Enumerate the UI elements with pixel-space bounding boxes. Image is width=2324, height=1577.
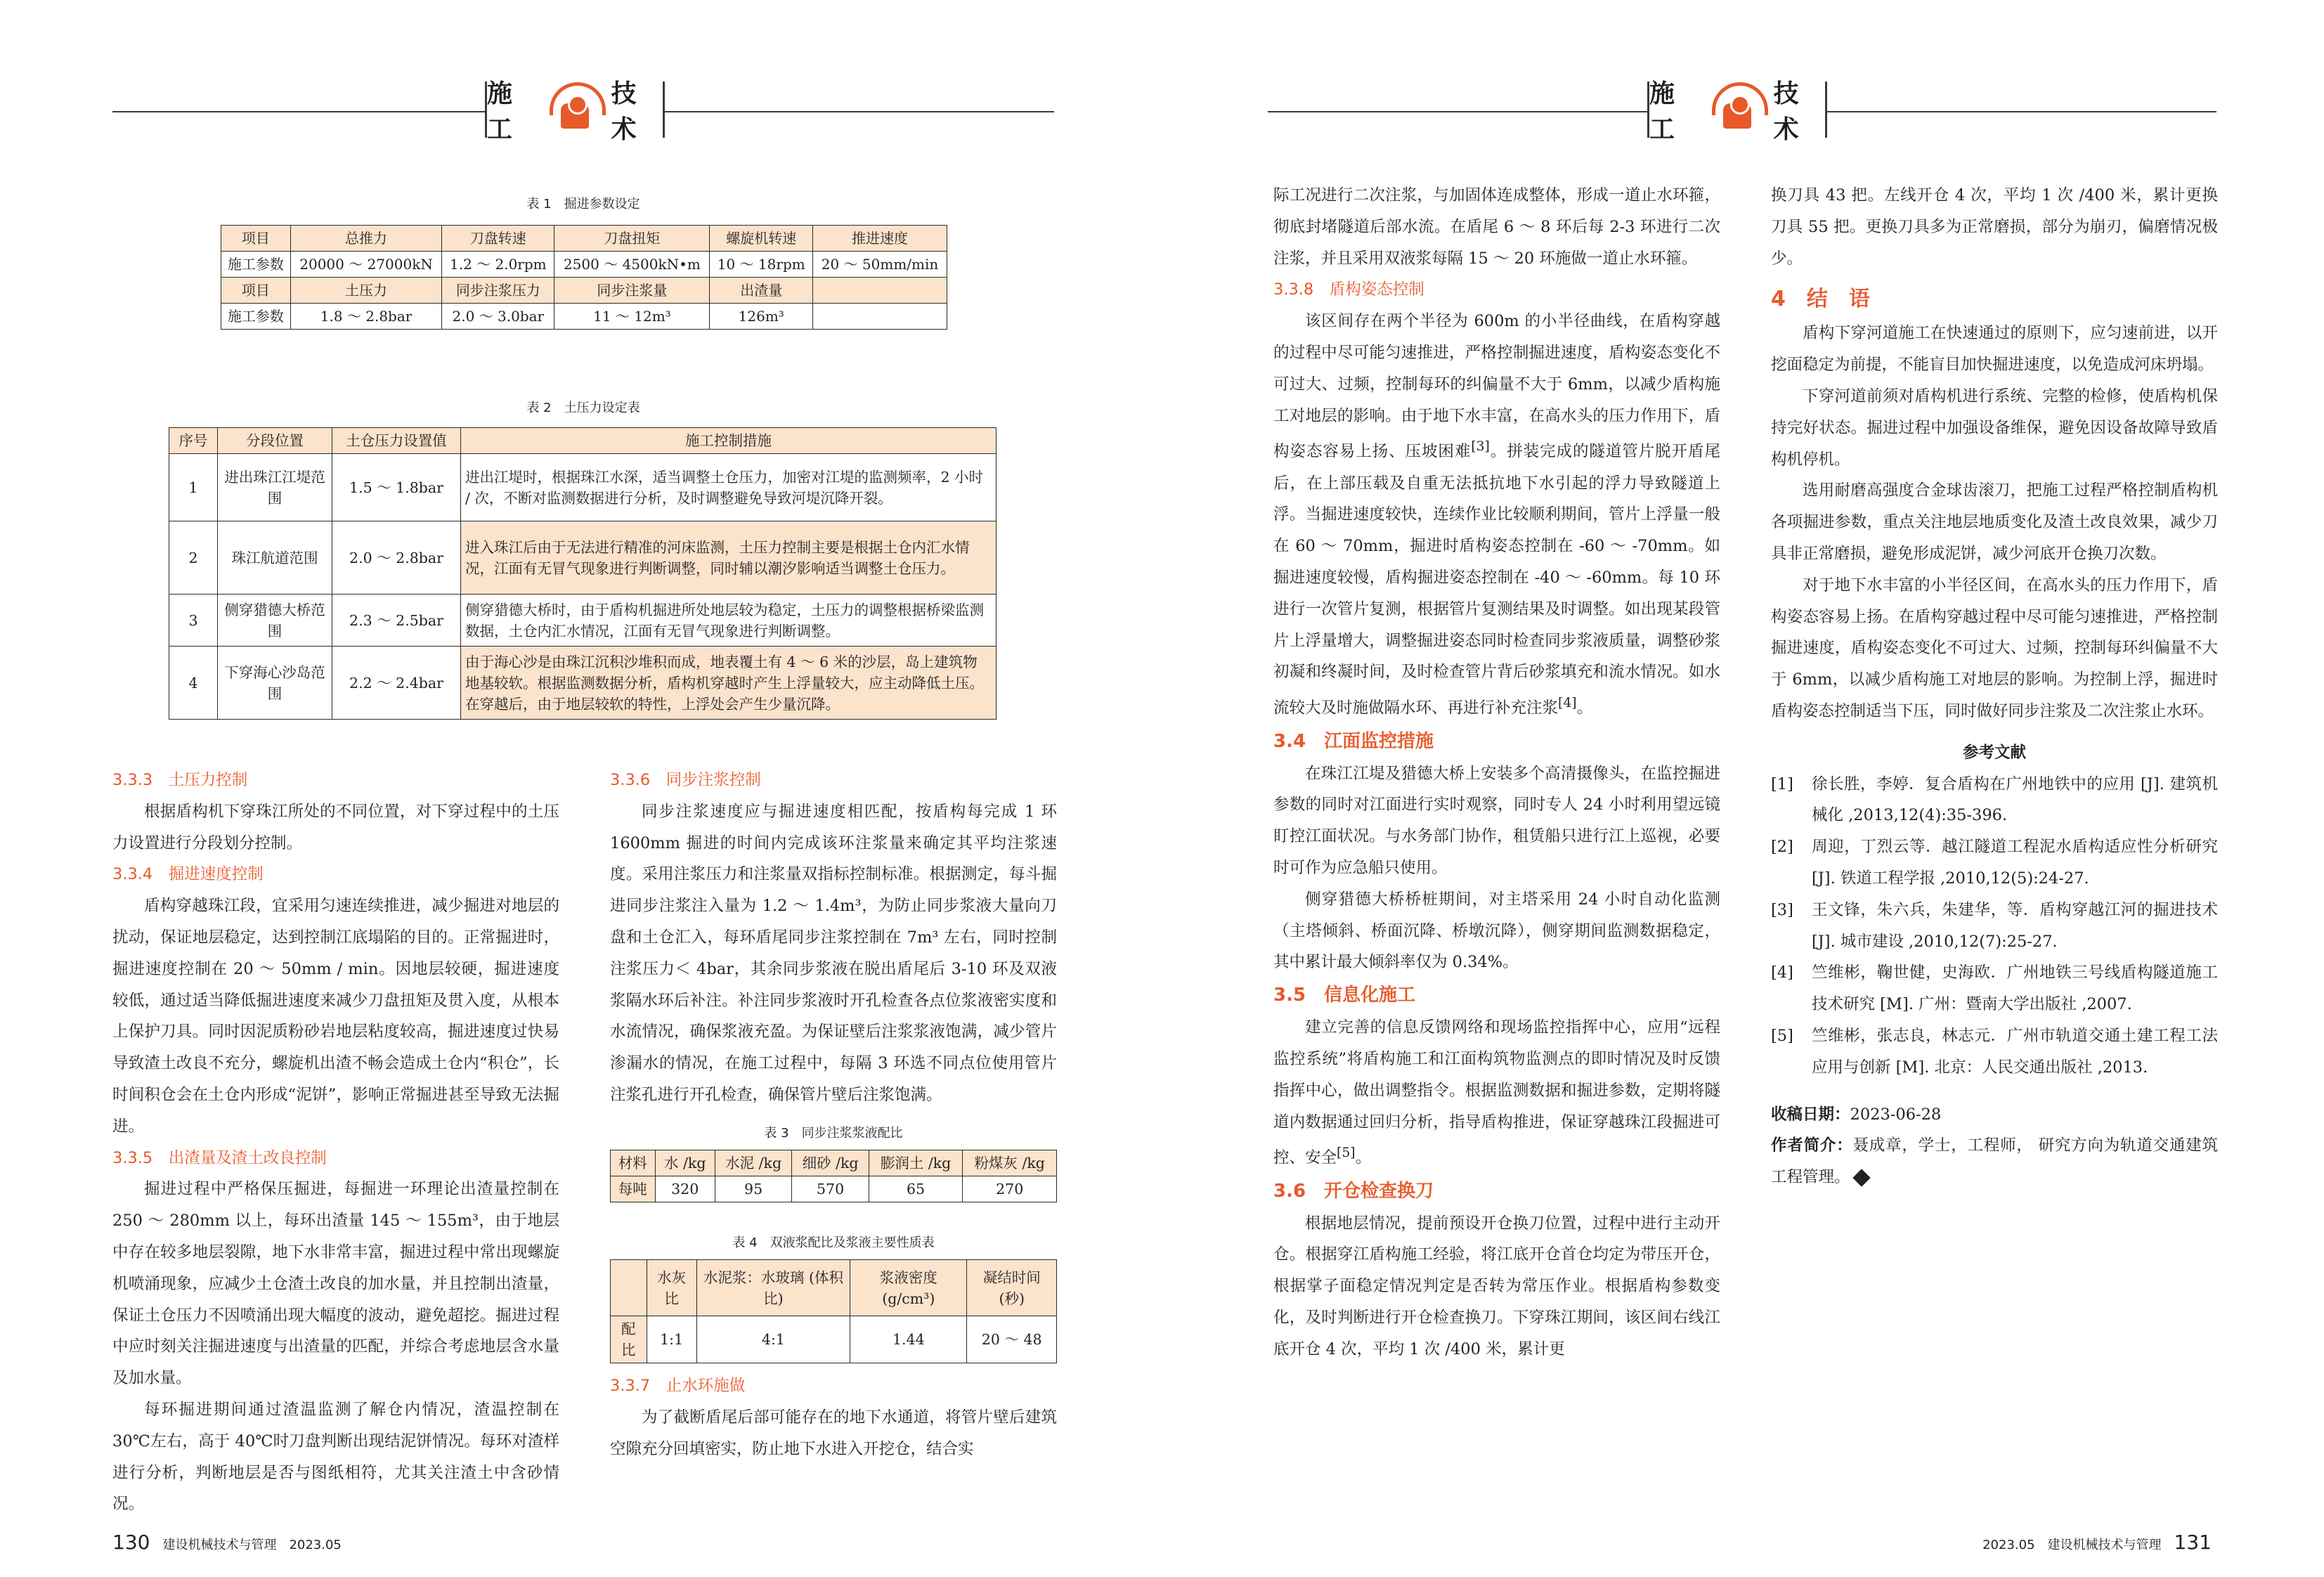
left-column-2-bottom	[610, 1370, 1057, 1465]
citation: [5]	[1337, 1146, 1356, 1161]
section-heading-3-3-5: 3.3.5 出渣量及渣土改良控制	[112, 1148, 327, 1167]
table-cell: 进出江堤时，根据珠江水深，适当调整土仓压力，加密对江堤的监测频率，2 小时 / 次，不断对监测数据进行分析，及时调整避免导致河堤沉降开裂。	[461, 454, 997, 521]
left-footer	[112, 1531, 342, 1554]
citation: [4]	[1558, 696, 1577, 711]
section-heading-3-4: 3.4 江面监控措施	[1273, 730, 1434, 752]
table-cell: 珠江航道范围	[218, 521, 332, 595]
table-cell: 2.2 ～ 2.4bar	[332, 647, 461, 720]
header-word-construction: 施工	[1649, 79, 1677, 144]
worker-logo-icon	[1710, 82, 1763, 137]
paragraph: 同步注浆速度应与掘进速度相匹配，按盾构每完成 1 环 1600mm 掘进的时间内完成该环注浆量来确定其平均注浆速度。采用注浆压力和注浆量双指标控制标准。根据测定，每斗掘进同步注浆注入量为 1.2 ～ 1.4m³，为防止同步浆液大量向刀盘和土仓汇入，每环盾尾同步注浆控制在 7m³ 左右，同时控制注浆压力＜ 4bar，其余同步浆液在脱出盾尾后 3-10 环及双液浆隔水环后补注。补注同步浆液时开孔检查各点位浆液密实度和水流情况，确保浆液充盈。为保证壁后注浆浆液饱满，减少管片渗漏水的情况，在施工过程中，每隔 3 环选不同点位使用管片注浆孔进行开孔检查，确保管片壁后注浆饱满。	[610, 802, 1057, 1104]
table-cell: 1	[169, 454, 218, 521]
table-header-cell: 分段位置	[218, 428, 332, 454]
header-word-technology: 技术	[611, 79, 638, 144]
table-cell: 进入珠江后由于无法进行精准的河床监测，土压力控制主要是根据土仓内汇水情况，江面有无冒气现象进行判断调整，同时辅以潮汐影响适当调整土仓压力。	[461, 521, 997, 595]
paragraph: 对于地下水丰富的小半径区间，在高水头的压力作用下，盾构姿态容易上扬。在盾构穿越过程中尽可能匀速推进，严格控制掘进速度，盾构姿态变化不可过大、过频，控制每环纠偏量不大于 6mm，以减少盾构施工对地层的影响。为控制上浮，掘进时盾构姿态控制适当下压，同时做好同步注浆及二次注浆止水环。	[1771, 576, 2218, 720]
end-mark-icon	[1852, 1169, 1870, 1186]
page-number: 131	[2174, 1531, 2212, 1554]
table-header-cell: 施工控制措施	[461, 428, 997, 454]
table-cell: 1:1	[647, 1316, 696, 1363]
table-cell: 1.2 ～ 2.0rpm	[442, 252, 554, 278]
header-word-technology: 技术	[1773, 79, 1800, 144]
table-cell: 11 ～ 12m³	[554, 304, 710, 330]
reference-item: [5] 竺维彬，张志良，林志元．广州市轨道交通土建工程工法应用与创新 [M]. 北京：人民交通出版社 ,2013.	[1771, 1026, 2218, 1077]
paragraph: 为了截断盾尾后部可能存在的地下水通道，将管片壁后建筑空隙充分回填密实，防止地下水进入开挖仓，结合实	[610, 1408, 1057, 1458]
table-cell: 进出珠江江堤范围	[218, 454, 332, 521]
table-header-cell: 材料	[611, 1150, 656, 1176]
table-cell: 570	[792, 1176, 869, 1202]
paragraph: 每环掘进期间通过渣温监测了解仓内情况，渣温控制在 30℃左右，高于 40℃时刀盘判断出现结泥饼情况。每环对渣样进行分析，判断地层是否与图纸相符，尤其关注渣土中含砂情况。	[112, 1400, 559, 1514]
references-title: 参考文献	[1962, 743, 2026, 762]
table-cell: 4:1	[696, 1316, 850, 1363]
table2-earth-pressure	[169, 427, 997, 720]
citation: [3]	[1471, 439, 1490, 455]
table-header-cell: 粉煤灰 /kg	[963, 1150, 1057, 1176]
paragraph: 盾构下穿河道施工在快速通过的原则下，应匀速前进，以开挖面稳定为前提，不能盲目加快掘进速度，以免造成河床坍塌。	[1771, 324, 2218, 375]
right-column-2	[1771, 180, 2218, 1193]
section-heading-3-3-8: 3.3.8 盾构姿态控制	[1273, 280, 1424, 299]
table-cell: 10 ～ 18rpm	[710, 252, 813, 278]
table-cell: 由于海心沙是由珠江沉积沙堆积而成，地表覆土有 4 ～ 6 米的沙层，岛上建筑物地基较软。根据监测数据分析，盾构机穿越时产生上浮量较大，应主动降低土压。在穿越后，由于地层较软的特性，上浮处会产生少量沉降。	[461, 647, 997, 720]
table-cell: 20000 ～ 27000kN	[290, 252, 441, 278]
section-header	[1647, 79, 1827, 144]
table-cell: 2.0 ～ 2.8bar	[332, 521, 461, 595]
table-header-cell: 土仓压力设置值	[332, 428, 461, 454]
table-header-cell: 细砂 /kg	[792, 1150, 869, 1176]
paragraph: 在珠江江堤及猎德大桥上安装多个高清摄像头，在监控掘进参数的同时对江面进行实时观察，同时专人 24 小时利用望远镜盯控江面状况。与水务部门协作，租赁船只进行江上巡视，必要时可作为应急船只使用。	[1273, 764, 1720, 877]
table-cell: 项目	[221, 278, 291, 304]
table-cell: 土压力	[290, 278, 441, 304]
table-header-cell: 浆液密度 (g/cm³)	[850, 1260, 967, 1316]
table4-double-grout	[610, 1259, 1057, 1363]
left-column-1	[112, 765, 559, 1520]
table-cell: 项目	[221, 226, 291, 252]
table-cell: 下穿海心沙岛范围	[218, 647, 332, 720]
table-cell	[813, 278, 947, 304]
table-cell: 126m³	[710, 304, 813, 330]
table-cell: 配比	[611, 1316, 647, 1363]
reference-item: [1] 徐长胜，李婷．复合盾构在广州地铁中的应用 [J]. 建筑机械化 ,2013,12(4):35-396.	[1771, 774, 2218, 825]
reference-item: [2] 周迎，丁烈云等．越江隧道工程泥水盾构适应性分析研究 [J]. 铁道工程学报 ,2010,12(5):24-27.	[1771, 838, 2218, 888]
table-cell: 65	[869, 1176, 963, 1202]
table-header-cell: 凝结时间 (秒)	[967, 1260, 1057, 1316]
section-heading-3-3-6: 3.3.6 同步注浆控制	[610, 771, 761, 789]
table-cell: 施工参数	[221, 252, 291, 278]
table-cell: 出渣量	[710, 278, 813, 304]
table-cell: 2.3 ～ 2.5bar	[332, 595, 461, 647]
table2-caption: 表 2 土压力设定表	[526, 401, 640, 415]
section-header	[485, 79, 665, 144]
table-cell: 侧穿猎德大桥范围	[218, 595, 332, 647]
table-header-cell	[611, 1260, 647, 1316]
table1-caption: 表 1 掘进参数设定	[526, 197, 640, 212]
paragraph: 根据盾构机下穿珠江所处的不同位置，对下穿过程中的土压力设置进行分段划分控制。	[112, 802, 559, 852]
right-column-1	[1273, 180, 1720, 1365]
right-footer	[1982, 1531, 2212, 1554]
table-header-cell: 序号	[169, 428, 218, 454]
worker-logo-icon	[548, 82, 601, 137]
table-cell: 1.44	[850, 1316, 967, 1363]
paragraph: 该区间存在两个半径为 600m 的小半径曲线，在盾构穿越的过程中尽可能匀速推进，严格控制掘进速度，盾构姿态变化不可过大、过频，控制每环的纠偏量不大于 6mm，以减少盾构施工对地层的影响。由于地下水丰富，在高水头的压力作用下，盾构姿态容易上扬、压坡困难[3]。拼装完成的隧道管片脱开盾尾后，在上部压载及自重无法抵抗地下水引起的浮力导致隧道上浮。当掘进速度较快，连续作业比较顺利期间，管片上浮量一般在 60 ～ 70mm，掘进时盾构姿态控制在 -60 ～ -70mm。如掘进速度较慢，盾构掘进姿态控制在 -40 ～ -60mm。每 10 环进行一次管片复测，根据管片复测结果及时调整。如出现某段管片上浮量增大，调整掘进姿态同时检查同步浆液质量，调整砂浆初凝和终凝时间，及时检查管片背后砂浆填充和流水情况。如水流较大及时施做隔水环、再进行补充注浆[4]。	[1273, 312, 1720, 718]
table-cell: 总推力	[290, 226, 441, 252]
table-cell: 20 ～ 50mm/min	[813, 252, 947, 278]
table-cell: 1.8 ～ 2.8bar	[290, 304, 441, 330]
page-number: 130	[112, 1531, 150, 1554]
table-cell: 施工参数	[221, 304, 291, 330]
section-heading-3-3-7: 3.3.7 止水环施做	[610, 1377, 746, 1395]
section-heading-4-conclusion: 4 结 语	[1771, 287, 1870, 312]
paragraph: 掘进过程中严格保压掘进，每掘进一环理论出渣量控制在 250 ～ 280mm 以上，每环出渣量 145 ～ 155m³，由于地层中存在较多地层裂隙，地下水非常丰富，掘进过程中常出现螺旋机喷涌现象，应减少土仓渣土改良的加水量，并且控制出渣量，保证土仓压力不因喷涌出现大幅度的波动，避免超挖。掘进过程中应时刻关注掘进速度与出渣量的匹配，并综合考虑地层含水量及加水量。	[112, 1180, 559, 1388]
table-cell: 侧穿猎德大桥时，由于盾构机掘进所处地层较为稳定，土压力的调整根据桥梁监测数据，土仓内汇水情况，江面有无冒气现象进行判断调整。	[461, 595, 997, 647]
table-cell: 每吨	[611, 1176, 656, 1202]
table-cell: 2.0 ～ 3.0bar	[442, 304, 554, 330]
table-cell: 95	[715, 1176, 791, 1202]
table-cell: 刀盘转速	[442, 226, 554, 252]
section-heading-3-3-3: 3.3.3 土压力控制	[112, 771, 248, 789]
section-heading-3-5: 3.5 信息化施工	[1273, 985, 1416, 1006]
author-bio: 作者简介：聂成章，学士，工程师， 研究方向为轨道交通建筑工程管理。	[1771, 1136, 2218, 1187]
section-heading-3-3-4: 3.3.4 掘进速度控制	[112, 865, 264, 884]
table-header-cell: 水泥浆：水玻璃 (体积比)	[696, 1260, 850, 1316]
table-cell: 320	[655, 1176, 715, 1202]
paragraph: 侧穿猎德大桥桥桩期间，对主塔采用 24 小时自动化监测（主塔倾斜、桥面沉降、桥墩沉降），侧穿期间监测数据稳定，其中累计最大倾斜率仅为 0.34%。	[1273, 890, 1720, 972]
table1-tunneling-params	[221, 225, 947, 330]
table-cell: 270	[963, 1176, 1057, 1202]
paragraph: 根据地层情况，提前预设开仓换刀位置，过程中进行主动开仓。根据穿江盾构施工经验，将江底开仓首仓均定为带压开仓，根据掌子面稳定情况判定是否转为常压作业。根据盾构参数变化，及时判断进行开仓检查换刀。下穿珠江期间，该区间右线江底开仓 4 次，平均 1 次 /400 米，累计更	[1273, 1214, 1720, 1358]
received-date: 收稿日期：2023-06-28	[1771, 1105, 1942, 1124]
reference-item: [3] 王文锋，朱六兵，朱建华，等．盾构穿越江河的掘进技术 [J]. 城市建设 ,2010,12(7):25-27.	[1771, 900, 2218, 951]
section-heading-3-6: 3.6 开仓检查换刀	[1273, 1180, 1434, 1202]
table-cell: 螺旋机转速	[710, 226, 813, 252]
paragraph: 选用耐磨高强度合金球齿滚刀，把施工过程严格控制盾构机各项掘进参数，重点关注地层地质变化及渣土改良效果，减少刀具非正常磨损，避免形成泥饼，减少河底开仓换刀次数。	[1771, 481, 2218, 563]
journal-name: 建设机械技术与管理	[2047, 1538, 2162, 1552]
table3-caption: 表 3 同步注浆浆液配比	[764, 1126, 903, 1141]
table-cell: 推进速度	[813, 226, 947, 252]
paragraph: 下穿河道前须对盾构机进行系统、完整的检修，使盾构机保持完好状态。掘进过程中加强设备维保，避免因设备故障导致盾构机停机。	[1771, 387, 2218, 469]
table-cell: 3	[169, 595, 218, 647]
reference-item: [4] 竺维彬，鞠世健，史海欧．广州地铁三号线盾构隧道施工技术研究 [M]. 广州：暨南大学出版社 ,2007.	[1771, 963, 2218, 1014]
table-header-cell: 膨润土 /kg	[869, 1150, 963, 1176]
table-cell: 2	[169, 521, 218, 595]
paragraph: 换刀具 43 把。左线开仓 4 次，平均 1 次 /400 米，累计更换刀具 55 把。更换刀具多为正常磨损，部分为崩刃，偏磨情况极少。	[1771, 186, 2218, 268]
table-cell: 同步注浆量	[554, 278, 710, 304]
paragraph: 盾构穿越珠江段，宜采用匀速连续推进，减少掘进对地层的扰动，保证地层稳定，达到控制江底塌陷的目的。正常掘进时，掘进速度控制在 20 ～ 50mm / min。因地层较硬，掘进速度较低，通过适当降低掘进速度来减少刀盘扭矩及贯入度，从根本上保护刀具。同时因泥质粉砂岩地层粘度较高，掘进速度过快易导致渣土改良不充分，螺旋机出渣不畅会造成土仓内“积仓”，长时间积仓会在土仓内形成“泥饼”，影响正常掘进甚至导致无法掘进。	[112, 897, 559, 1136]
table-cell: 刀盘扭矩	[554, 226, 710, 252]
issue-number: 2023.05	[1982, 1538, 2035, 1552]
left-column-2	[610, 765, 1057, 1111]
table-cell	[813, 304, 947, 330]
table4-caption: 表 4 双液浆配比及浆液主要性质表	[732, 1235, 935, 1250]
table-header-cell: 水 /kg	[655, 1150, 715, 1176]
table-header-cell: 水泥 /kg	[715, 1150, 791, 1176]
paragraph: 际工况进行二次注浆，与加固体连成整体，形成一道止水环箍，彻底封堵隧道后部水流。在盾尾 6 ～ 8 环后每 2-3 环进行二次注浆，并且采用双液浆每隔 15 ～ 20 环施做一道止水环箍。	[1273, 186, 1720, 268]
journal-name: 建设机械技术与管理	[162, 1538, 277, 1552]
table-cell: 4	[169, 647, 218, 720]
issue-number: 2023.05	[289, 1538, 342, 1552]
paragraph: 建立完善的信息反馈网络和现场监控指挥中心，应用“远程监控系统”将盾构施工和江面构筑物监测点的即时情况及时反馈指挥中心，做出调整指令。根据监测数据和掘进参数，定期将隧道内数据通过回归分析，指导盾构推进，保证穿越珠江段掘进可控、安全[5]。	[1273, 1018, 1720, 1167]
table-header-cell: 水灰比	[647, 1260, 696, 1316]
table-cell: 1.5 ～ 1.8bar	[332, 454, 461, 521]
right-page	[1162, 0, 2324, 1577]
table3-grout-mix	[610, 1150, 1057, 1202]
table-cell: 同步注浆压力	[442, 278, 554, 304]
header-word-construction: 施工	[487, 79, 514, 144]
table-cell: 2500 ～ 4500kN•m	[554, 252, 710, 278]
table-cell: 20 ～ 48	[967, 1316, 1057, 1363]
